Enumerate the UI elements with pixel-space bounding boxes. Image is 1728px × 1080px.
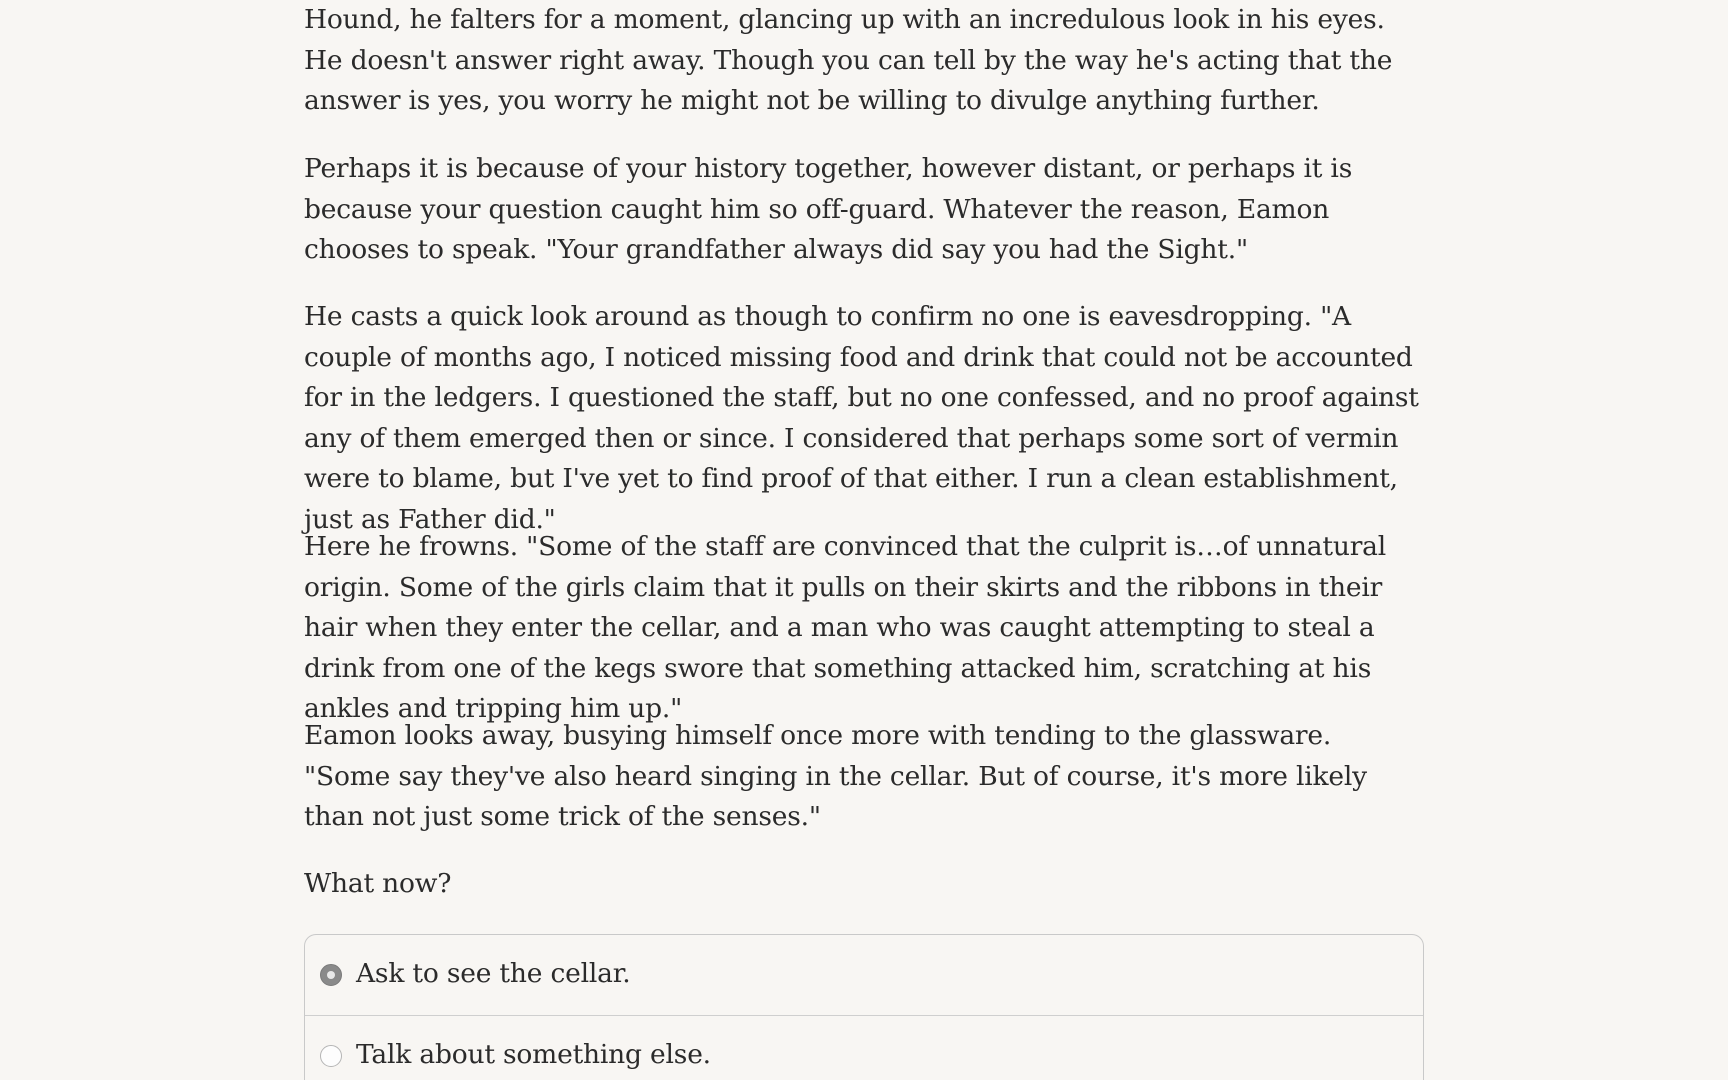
choice-prompt: What now? bbox=[304, 868, 452, 899]
story-paragraph-2: Perhaps it is because of your history together, however distant, or perhaps it is because your question caught him so off-guard. Whatever the reason, Eamon chooses to speak. "Your grandfather always did say you had the Sight." bbox=[304, 153, 1353, 265]
story-paragraph-3: He casts a quick look around as though to confirm no one is eavesdropping. "A couple of months ago, I noticed missing food and drink that could not be accounted for in the ledgers. I questioned the staff, but no one confessed, and no proof against any of them emerged then or since. I considered that perhaps some sort of vermin were to blame, but I've yet to find proof of that either. I run a clean establishment, just as Father did." bbox=[304, 301, 1419, 535]
story-paragraph-1: Hound, he falters for a moment, glancing up with an incredulous look in his eyes. He doesn't answer right away. Though you can tell by the way he's acting that the answer is yes, you worry he might not be willing to divulge anything further. bbox=[304, 4, 1393, 116]
radio-selected-icon[interactable] bbox=[320, 964, 342, 986]
choice-ask-cellar[interactable] bbox=[305, 935, 1423, 1015]
story-paragraph-4: Here he frowns. "Some of the staff are convinced that the culprit is…of unnatural origin. Some of the girls claim that it pulls on their skirts and the ribbons in their hair when they enter the cellar, and a man who was caught attempting to steal a drink from one of the kegs swore that something attacked him, scratching at his ankles and tripping him up." bbox=[304, 531, 1387, 724]
choice-label: Talk about something else. bbox=[356, 1038, 711, 1070]
choice-list bbox=[304, 934, 1424, 1080]
choice-talk-else[interactable] bbox=[305, 1015, 1423, 1080]
story-paragraph-5: Eamon looks away, busying himself once more with tending to the glassware. "Some say they've also heard singing in the cellar. But of course, it's more likely than not just some trick of the senses." bbox=[304, 720, 1367, 832]
choice-label: Ask to see the cellar. bbox=[356, 958, 631, 989]
radio-unselected-icon[interactable] bbox=[320, 1045, 342, 1067]
